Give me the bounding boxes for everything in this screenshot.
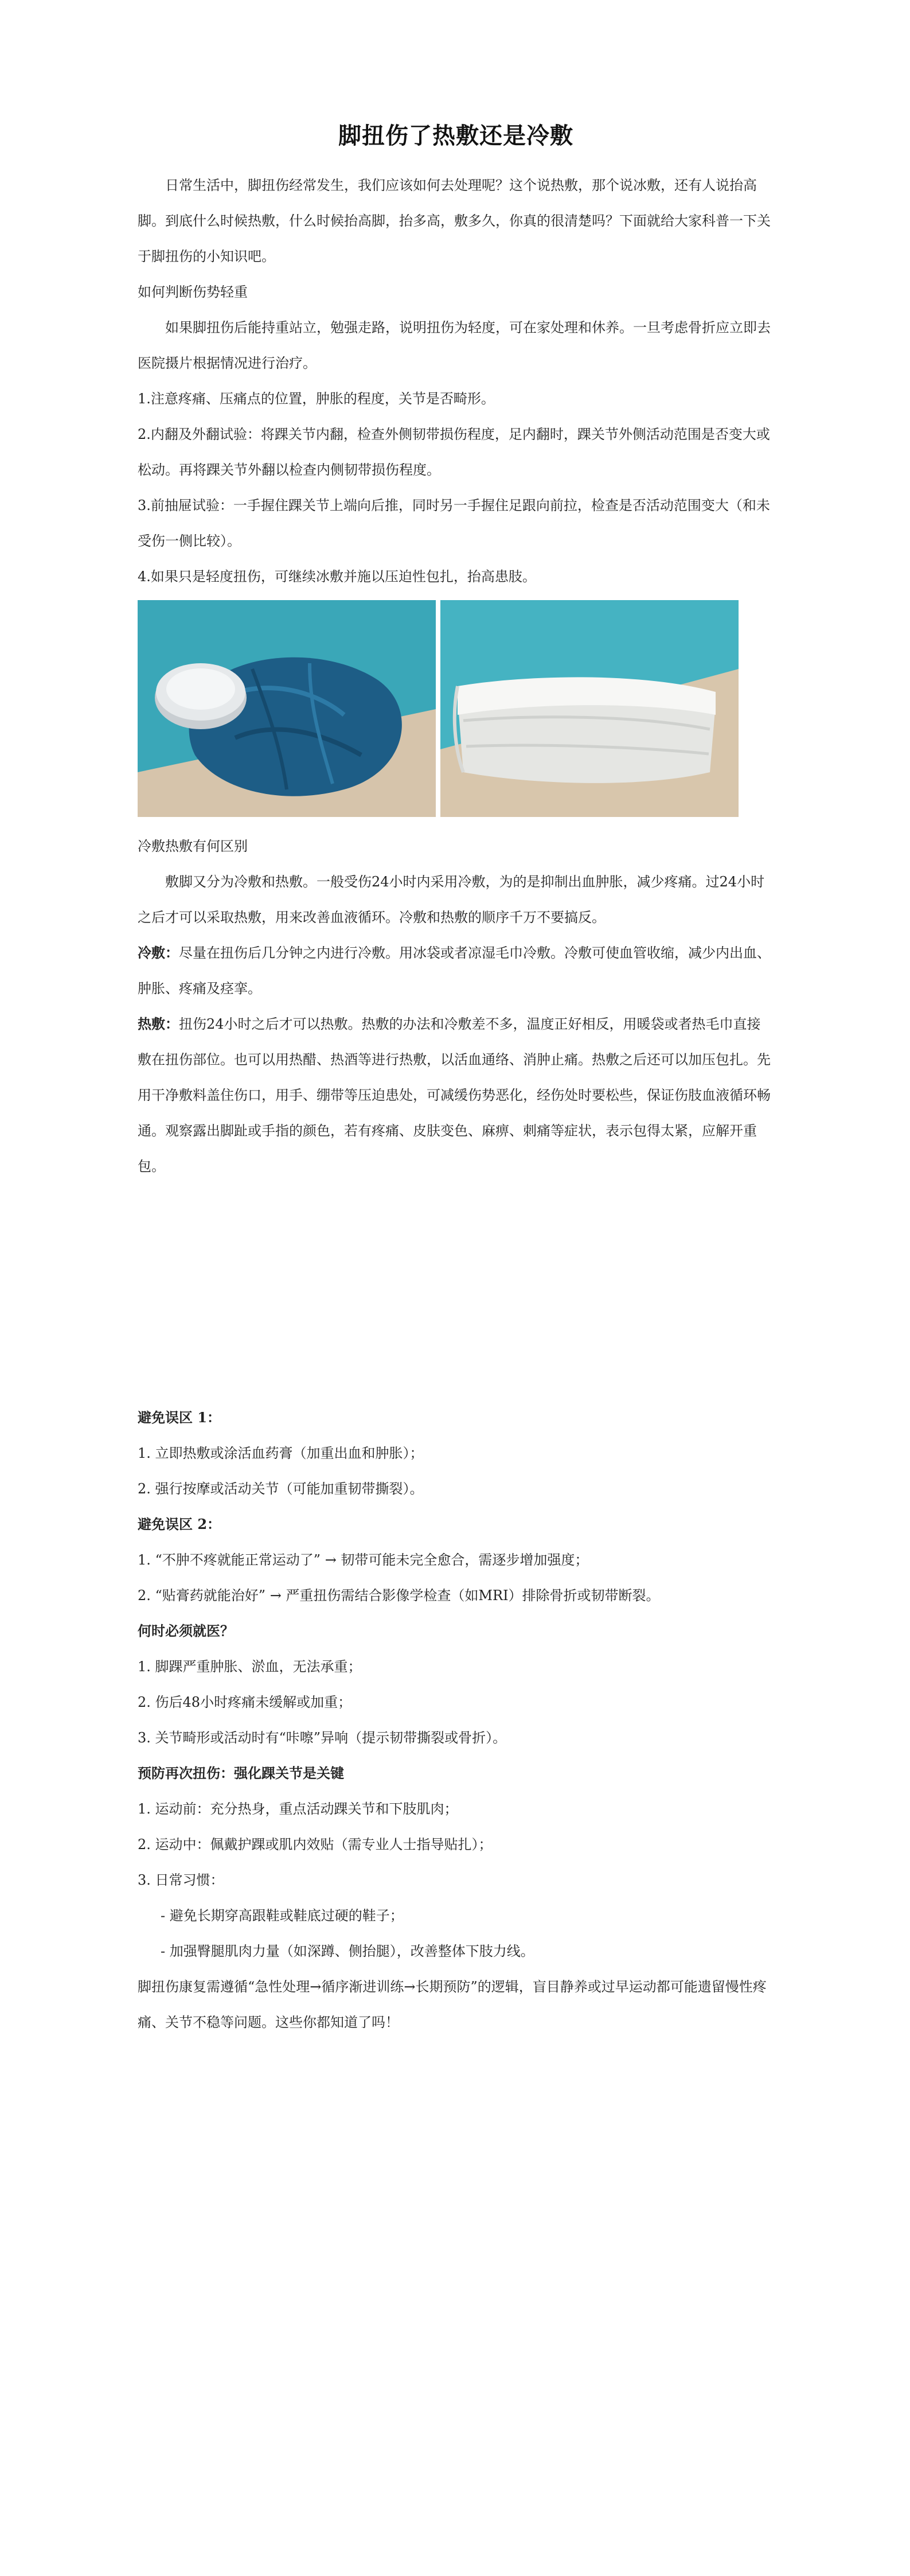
illustration-row — [138, 600, 774, 817]
list-item: 1. 运动前：充分热身，重点活动踝关节和下肢肌肉； — [138, 1801, 458, 1817]
section-heading-difference: 冷敷热敷有何区别 — [138, 838, 248, 854]
list-item: 2. 强行按摩或活动关节（可能加重韧带撕裂）。 — [138, 1481, 424, 1497]
myth2-heading: 避免误区 2： — [138, 1516, 221, 1532]
list-item: 1.注意疼痛、压痛点的位置，肿胀的程度，关节是否畸形。 — [138, 391, 495, 407]
severity-paragraph: 如果脚扭伤后能持重站立，勉强走路，说明扭伤为轻度，可在家处理和休养。一旦考虑骨折应立即去医院摄片根据情况进行治疗。 — [138, 320, 771, 371]
list-item: 3.前抽屉试验：一手握住踝关节上端向后推，同时另一手握住足跟向前拉，检查是否活动范围变大（和未受伤一侧比较）。 — [138, 497, 770, 549]
list-item: 3. 日常习惯： — [138, 1872, 224, 1888]
list-subitem: - 加强臀腿肌肉力量（如深蹲、侧抬腿），改善整体下肢力线。 — [161, 1943, 534, 1959]
list-item: 2. 伤后48小时疼痛未缓解或加重； — [138, 1694, 352, 1710]
hot-label: 热敷： — [138, 1015, 179, 1032]
doctor-heading: 何时必须就医？ — [138, 1622, 234, 1639]
hot-text: 扭伤24小时之后才可以热敷。热敷的办法和冷敷差不多，温度正好相反，用暖袋或者热毛巾直接敷在扭伤部位。也可以用热醋、热酒等进行热敷，以活血通络、消肿止痛。热敷之后还可以加压包扎。先用干净敷料盖住伤口，用手、绷带等压迫患处，可减缓伤势恶化，经伤处时要松些，保证伤肢血液循环畅通。观察露出脚趾或手指的颜色，若有疼痛、皮肤变色、麻痹、刺痛等症状，表示包得太紧，应解开重包。 — [138, 1016, 771, 1174]
cold-compress-paragraph — [138, 935, 774, 1006]
towel-illustration — [440, 600, 739, 817]
list-item: 1. “不肿不疼就能正常运动了” → 韧带可能未完全愈合，需逐步增加强度； — [138, 1552, 589, 1568]
list-item: 3. 关节畸形或活动时有“咔嚓”异响（提示韧带撕裂或骨折）。 — [138, 1730, 507, 1746]
article-part-1 — [138, 118, 774, 1184]
page-title: 脚扭伤了热敷还是冷敷 — [338, 122, 573, 149]
cold-text: 尽量在扭伤后几分钟之内进行冷敷。用冰袋或者凉湿毛巾冷敷。冷敷可使血管收缩，减少内出血、肿胀、疼痛及痉挛。 — [138, 945, 771, 997]
list-item: 2.内翻及外翻试验：将踝关节内翻，检查外侧韧带损伤程度，足内翻时，踝关节外侧活动范围是否变大或松动。再将踝关节外翻以检查内侧韧带损伤程度。 — [138, 426, 770, 478]
list-item: 1. 脚踝严重肿胀、淤血，无法承重； — [138, 1659, 362, 1675]
list-subitem: - 避免长期穿高跟鞋或鞋底过硬的鞋子； — [161, 1908, 404, 1924]
list-item: 2. 运动中：佩戴护踝或肌内效贴（需专业人士指导贴扎）； — [138, 1836, 493, 1853]
article-part-2 — [138, 1400, 774, 2040]
list-item: 2. “贴膏药就能治好” → 严重扭伤需结合影像学检查（如MRI）排除骨折或韧带断裂。 — [138, 1587, 660, 1604]
ice-bag-icon — [138, 600, 436, 817]
intro-paragraph: 日常生活中，脚扭伤经常发生，我们应该如何去处理呢？这个说热敷，那个说冰敷，还有人说抬高脚。到底什么时候热敷，什么时候抬高脚，抬多高，敷多久，你真的很清楚吗？下面就给大家科普一下关于脚扭伤的小知识吧。 — [138, 177, 771, 264]
hot-compress-paragraph — [138, 1006, 774, 1184]
prevent-heading: 预防再次扭伤：强化踝关节是关键 — [138, 1765, 344, 1781]
difference-paragraph: 敷脚又分为冷敷和热敷。一般受伤24小时内采用冷敷，为的是抑制出血肿胀，减少疼痛。过24小时之后才可以采取热敷，用来改善血液循环。冷敷和热敷的顺序千万不要搞反。 — [138, 874, 765, 925]
towel-icon — [440, 600, 739, 817]
cold-label: 冷敷： — [138, 944, 179, 961]
ice-bag-illustration — [138, 600, 436, 817]
myth1-heading: 避免误区 1： — [138, 1409, 221, 1426]
conclusion-paragraph: 脚扭伤康复需遵循“急性处理→循序渐进训练→长期预防”的逻辑，盲目静养或过早运动都可能遗留慢性疼痛、关节不稳等问题。这些你都知道了吗！ — [138, 1979, 767, 2030]
section-heading-severity: 如何判断伤势轻重 — [138, 284, 248, 300]
list-item: 1. 立即热敷或涂活血药膏（加重出血和肿胀）； — [138, 1445, 424, 1461]
list-item: 4.如果只是轻度扭伤，可继续冰敷并施以压迫性包扎，抬高患肢。 — [138, 569, 536, 585]
